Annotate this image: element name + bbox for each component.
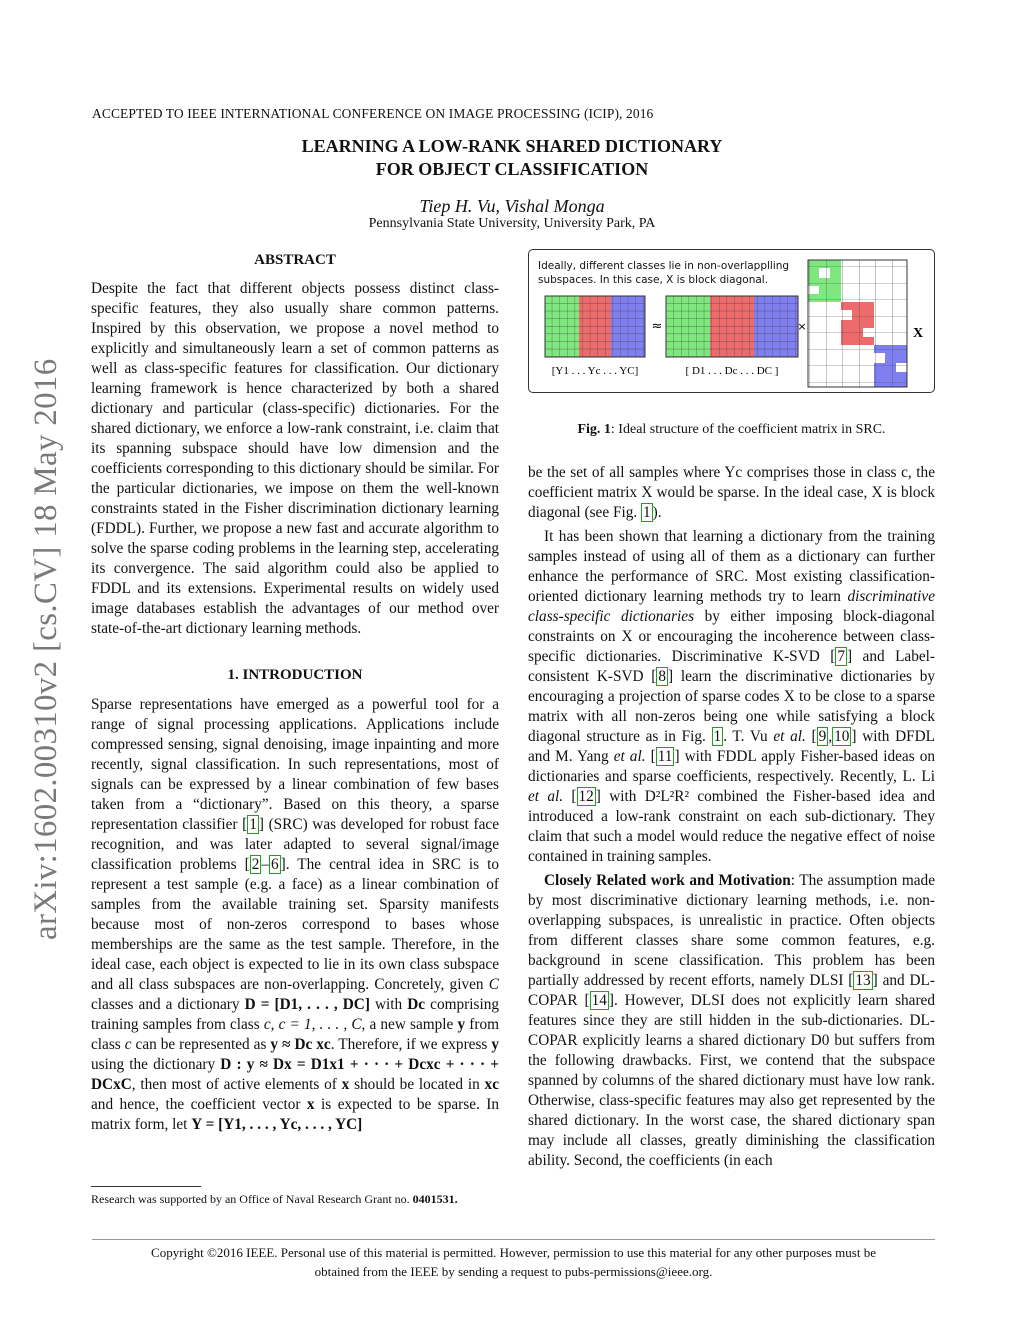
arxiv-identifier[interactable]: arXiv:1602.00310v2 [cs.CV] 18 May 2016 <box>28 358 64 940</box>
samples-matrix-y <box>545 296 645 357</box>
intro-heading: 1. INTRODUCTION <box>227 667 363 683</box>
citation-link[interactable]: 9 <box>818 728 827 745</box>
paper-title-line1: LEARNING A LOW-RANK SHARED DICTIONARY <box>301 136 723 156</box>
paper-title-line2: FOR OBJECT CLASSIFICATION <box>375 159 649 179</box>
times-symbol: × <box>797 320 807 333</box>
figure-caption: Fig. 1: Ideal structure of the coefficient matrix in SRC. <box>577 422 886 437</box>
citation-link[interactable]: 6 <box>271 856 279 873</box>
figure-diagram <box>529 250 934 392</box>
citation-link[interactable]: 13 <box>855 972 871 989</box>
abstract-text: Despite the fact that different objects possess distinct class-specific features, they also usually share common patterns. Inspired by this observation, we propose a novel method to explicitly and simultaneously learn a set of common patterns as well as class-specific features for classification. Our dictionary learning framework is hence characterized by both a shared dictionary and particular (class-specific) dictionaries. For the shared dictionary, we enforce a low-rank constraint, i.e. claim that its spanning subspace should have low dimension and the coefficients corresponding to this dictionary should be similar. For the particular dictionaries, we impose on them the well-known constraints stated in the Fisher discrimination dictionary learning (FDDL). Further, we propose a new fast and accurate algorithm to solve the sparse coding problems in the learning step, accelerating its convergence. The said algorithm could also be applied to FDDL and its extensions. Experimental results on widely used image databases establish the advantages of our method over state-of-the-art dictionary learning methods. <box>91 280 499 637</box>
citation-link[interactable]: 2 <box>251 856 260 873</box>
figure-ref-link[interactable]: 1 <box>713 728 722 745</box>
citation-link[interactable]: 8 <box>658 668 667 685</box>
authors: Tiep H. Vu, Vishal Monga <box>419 196 605 216</box>
approx-symbol: ≈ <box>651 319 663 334</box>
intro-paragraph: Sparse representations have emerged as a powerful tool for a range of signal processing applications. Applications include compressed sensing, signal denoising, image inpainting and more recently, signal classification. In such representations, most of signals can be expressed by a linear combination of few bases taken from a “dictionary”. Based on this theory, a sparse representation classifier [ 1 ] (SRC) was developed for robust face recognition, and was later adapted to several signal/image classification problems [ 2 – 6 ]. The central idea in SRC is to represent a test sample (e.g. a face) as a linear combination of samples from the available training set. Sparsity manifests because most of non-zeros correspond to bases whose memberships are the same as the test sample. Therefore, in the ideal case, each object is expected to lie in its own class subspace and all class subspaces are non-overlapping. Concretely, given C classes and a dictionary D = [D1, . . . , DC] with Dc comprising training samples from class c, c = 1, . . . , C, a new sample y from class c can be represented as y ≈ Dc xc. Therefore, if we express y using the dictionary D : y ≈ Dx = D1x1 + · · · + Dcxc + · · · + DCxC, then most of active elements of x should be located in xc and hence, the coefficient vector x is expected to be sparse. In matrix form, let Y = [Y1, . . . , Yc, . . . , YC] <box>91 696 500 1133</box>
right-paragraph-3: Closely Related work and Motivation: The assumption made by most discriminative dictionary learning methods, i.e. non-overlapping subspaces, is unrealistic in practice. Often objects from different classes share some common features, e.g. background in scene classification. This problem has been partially addressed by recent efforts, namely DLSI [ 13 ] and DL-COPAR [ 14 ]. However, DLSI does not explicitly learn shared features since they are still hidden in the sub-dictionaries. DL-COPAR explicitly learns a shared dictionary D0 but suffers from the following drawbacks. First, we contend that the subspace spanned by columns of the shared dictionary must have low rank. Otherwise, class-specific features may also get represented by the shared dictionary. In the worst case, the shared dictionary span may include all classes, greatly diminishing the classification ability. Second, the coefficients (in each <box>528 872 935 1169</box>
d-label: [ D1 . . . Dc . . . DC ] <box>685 365 779 377</box>
figure-1 <box>528 249 935 393</box>
footnote-rule <box>91 1186 201 1187</box>
citation-link[interactable]: 1 <box>249 816 257 833</box>
citation-link[interactable]: 12 <box>578 788 594 805</box>
citation-link[interactable]: 11 <box>657 748 673 765</box>
right-column <box>528 463 935 1171</box>
x-label: X <box>912 326 924 341</box>
abstract-heading: ABSTRACT <box>254 252 336 268</box>
right-paragraph-1: be the set of all samples where Yc comprises those in class c, the coefficient matrix X would be sparse. In the ideal case, X is block diagonal (see Fig. 1 ). <box>528 464 935 521</box>
dictionary-matrix-d <box>666 296 798 357</box>
figure-note: Ideally, different classes lie in non-overlapplling subspaces. In this case, X is block diagonal. <box>538 260 790 286</box>
affiliation: Pennsylvania State University, University Park, PA <box>368 216 656 231</box>
figure-ref-link[interactable]: 1 <box>643 504 651 521</box>
running-header: ACCEPTED TO IEEE INTERNATIONAL CONFERENCE ON IMAGE PROCESSING (ICIP), 2016 <box>92 106 654 121</box>
left-column <box>91 250 499 1135</box>
coefficient-matrix-x <box>808 260 907 387</box>
copyright-notice: Copyright ©2016 IEEE. Personal use of this material is permitted. However, permission to use this material for any other purposes must be obtained from the IEEE by sending a request to pubs-permissions@ieee.org. <box>151 1245 876 1279</box>
citation-link[interactable]: 14 <box>591 992 607 1009</box>
y-label: [Y1 . . . Yc . . . YC] <box>551 365 639 377</box>
citation-link[interactable]: 7 <box>837 648 845 665</box>
footnote: Research was supported by an Office of Naval Research Grant no. 0401531. <box>91 1192 458 1206</box>
copyright-rule <box>92 1239 935 1240</box>
citation-link[interactable]: 10 <box>834 728 850 745</box>
right-paragraph-2: It has been shown that learning a dictionary from the training samples instead of using all of them as a dictionary can further enhance the performance of SRC. Most existing classification-oriented dictionary learning methods try to learn discriminative class-specific dictionaries by either imposing block-diagonal constraints on X or encouraging the incoherence between class-specific dictionaries. Discriminative K-SVD [ 7 ] and Label-consistent K-SVD [ 8 ] learn the discriminative dictionaries by encouraging a projection of sparse codes X to be close to a sparse matrix with all non-zeros being one while satisfying a block diagonal structure as in Fig. 1 . T. Vu et al. [ 9 , 10 ] with DFDL and M. Yang et al. [ 11 ] with FDDL apply Fisher-based ideas on dictionaries and sparse coefficients, respectively. Recently, L. Li et al. [ 12 ] with D²L²R² combined the Fisher-based idea and introduced a low-rank constraint on each sub-dictionary. They claim that such a model would reduce the negative effect of noise contained in training samples. <box>528 528 936 865</box>
